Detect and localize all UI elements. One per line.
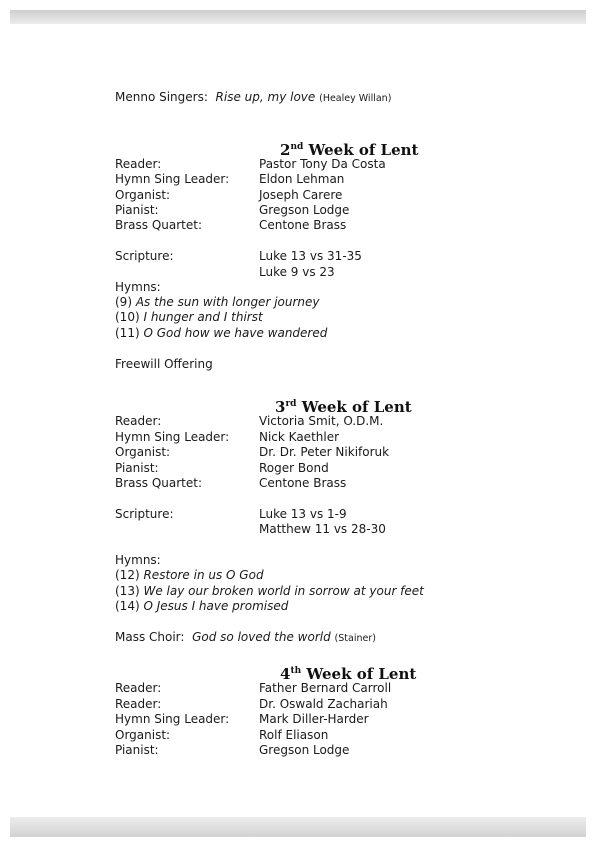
week3-role: Pianist: [115, 461, 159, 475]
week3-role: Brass Quartet: [115, 476, 203, 490]
freewill-offering: Freewill Offering [115, 357, 213, 371]
week4-role: Reader: [115, 697, 162, 711]
week2-hymn: (11) O God how we have wandered [115, 326, 328, 340]
week2-scripture: Luke 9 vs 23 [259, 265, 335, 279]
week2-heading: 2nd Week of Lent [280, 141, 419, 159]
week2-role: Reader: [115, 157, 162, 171]
week3-scripture-label: Scripture: [115, 507, 174, 521]
week4-role: Organist: [115, 728, 171, 742]
week3-role: Hymn Sing Leader: [115, 430, 230, 444]
scan-edge-bottom [10, 817, 586, 837]
week4-role: Reader: [115, 681, 162, 695]
week2-person: Pastor Tony Da Costa [259, 157, 386, 171]
week2-hymn: (10) I hunger and I thirst [115, 310, 263, 324]
week4-person: Dr. Oswald Zachariah [259, 697, 388, 711]
week3-scripture: Luke 13 vs 1-9 [259, 507, 347, 521]
week2-role: Brass Quartet: [115, 218, 203, 232]
week2-role: Organist: [115, 188, 171, 202]
week3-hymns-label: Hymns: [115, 553, 161, 567]
scan-edge-top [10, 10, 586, 24]
week4-person: Rolf Eliason [259, 728, 329, 742]
week4-role: Hymn Sing Leader: [115, 712, 230, 726]
week3-hymn: (14) O Jesus I have promised [115, 599, 289, 613]
week2-hymn: (9) As the sun with longer journey [115, 295, 320, 309]
week2-hymns-label: Hymns: [115, 280, 161, 294]
week3-person: Dr. Dr. Peter Nikiforuk [259, 445, 390, 459]
week3-heading: 3rd Week of Lent [275, 398, 412, 416]
week2-person: Centone Brass [259, 218, 347, 232]
menno-title: Rise up, my love [215, 90, 316, 104]
week2-role: Pianist: [115, 203, 159, 217]
week3-person: Centone Brass [259, 476, 347, 490]
week3-person: Roger Bond [259, 461, 329, 475]
week3-hymn: (12) Restore in us O God [115, 568, 264, 582]
week3-role: Organist: [115, 445, 171, 459]
week2-scripture: Luke 13 vs 31-35 [259, 249, 362, 263]
menno-singers-line [115, 90, 391, 106]
week2-person: Gregson Lodge [259, 203, 350, 217]
week4-heading: 4th Week of Lent [280, 665, 417, 683]
week4-person: Mark Diller-Harder [259, 712, 369, 726]
week3-role: Reader: [115, 414, 162, 428]
week4-role: Pianist: [115, 743, 159, 757]
week3-person: Nick Kaethler [259, 430, 340, 444]
week4-person: Father Bernard Carroll [259, 681, 392, 695]
week3-hymn: (13) We lay our broken world in sorrow at your feet [115, 584, 424, 598]
week2-person: Joseph Carere [259, 188, 343, 202]
week2-role: Hymn Sing Leader: [115, 172, 230, 186]
menno-composer: (Healey Willan) [319, 93, 392, 104]
mass-choir-line [115, 630, 376, 646]
choir-label: Mass Choir: [115, 630, 185, 644]
menno-label: Menno Singers: [115, 90, 208, 104]
choir-composer: (Stainer) [334, 633, 376, 644]
choir-title: God so loved the world [192, 630, 331, 644]
week3-person: Victoria Smit, O.D.M. [259, 414, 384, 428]
week3-scripture: Matthew 11 vs 28-30 [259, 522, 386, 536]
week2-person: Eldon Lehman [259, 172, 345, 186]
week4-person: Gregson Lodge [259, 743, 350, 757]
week2-scripture-label: Scripture: [115, 249, 174, 263]
